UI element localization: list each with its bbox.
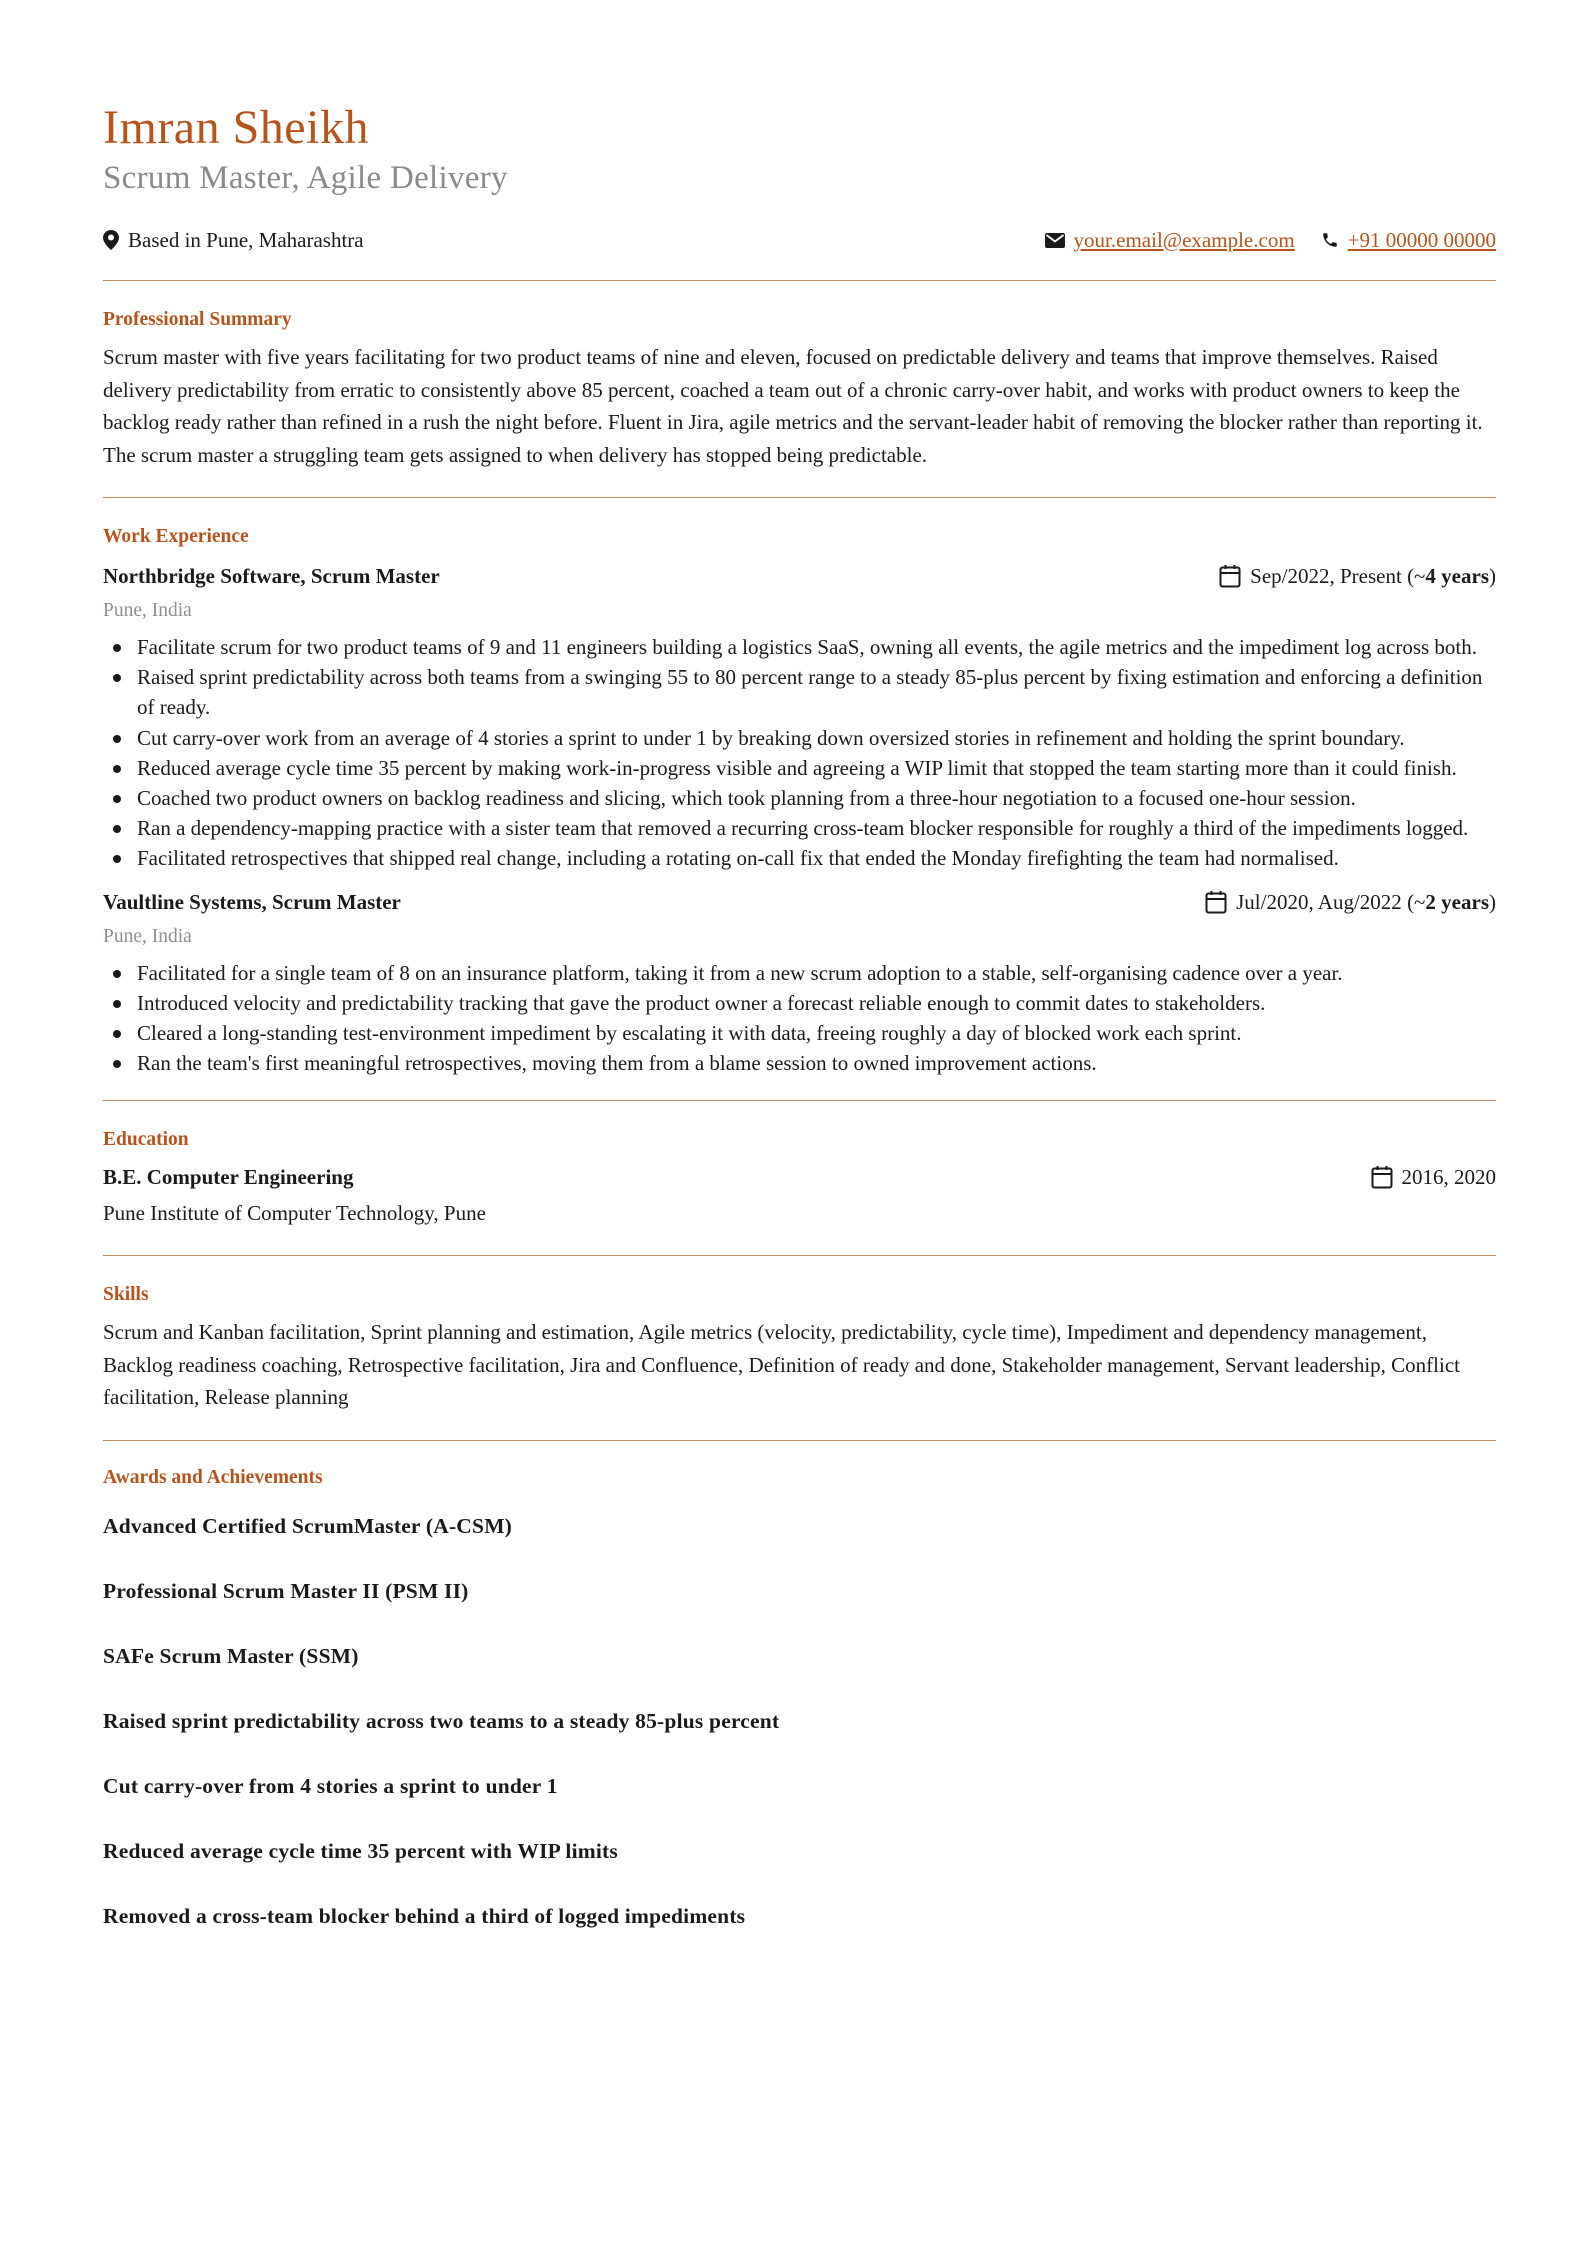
education-dates <box>1371 1161 1497 1193</box>
list-item: Introduced velocity and predictability tracking that gave the product owner a forecast reliable enough to commit dates to stakeholders. <box>103 988 1496 1018</box>
map-pin-icon <box>103 230 119 250</box>
award-item: Cut carry-over from 4 stories a sprint to under 1 <box>103 1773 558 1798</box>
education-header <box>103 1161 1496 1193</box>
education-degree: B.E. Computer Engineering <box>103 1165 354 1190</box>
job-position: Scrum Master <box>310 564 440 588</box>
job-duration-prefix: (~ <box>1401 564 1426 588</box>
envelope-icon <box>1045 233 1065 248</box>
job-header <box>103 560 1496 592</box>
list-item: Reduced average cycle time 35 percent by making work-in-progress visible and agreeing a WIP limit that stopped the team starting more than it could finish. <box>103 753 1496 783</box>
job-entry <box>103 886 1496 1079</box>
email-link[interactable]: your.email@example.com <box>1073 227 1295 252</box>
job-bullets <box>103 632 1496 874</box>
education-heading: Education <box>103 1129 189 1151</box>
list-item: Ran the team's first meaningful retrospectives, moving them from a blame session to owned improvement actions. <box>103 1048 1496 1078</box>
location-text: Based in Pune, Maharashtra <box>128 227 364 252</box>
list-item: Cleared a long-standing test-environment impediment by escalating it with data, freeing roughly a day of blocked work each sprint. <box>103 1018 1496 1048</box>
phone-item <box>1321 228 1496 253</box>
job-entry <box>103 560 1496 874</box>
divider <box>103 1100 1496 1101</box>
divider <box>103 1440 1496 1441</box>
job-dates <box>1219 560 1496 592</box>
job-location: Pune, India <box>103 600 192 621</box>
job-duration-suffix: ) <box>1489 564 1496 588</box>
divider <box>103 1255 1496 1256</box>
summary-heading: Professional Summary <box>103 309 292 330</box>
contact-links <box>1045 228 1496 253</box>
award-item: Advanced Certified ScrumMaster (A-CSM) <box>103 1513 513 1538</box>
list-item: Coached two product owners on backlog readiness and slicing, which took planning from a three-hour negotiation to a focused one-hour session. <box>103 783 1496 813</box>
list-item: Facilitated retrospectives that shipped real change, including a rotating on-call fix that ended the Monday firefighting the team had normalised. <box>103 843 1496 873</box>
job-date-range: Sep/2022, Present <box>1250 564 1402 588</box>
divider <box>103 280 1496 281</box>
education-date-range: 2016, 2020 <box>1401 1165 1496 1190</box>
job-separator: , <box>261 889 272 914</box>
summary-text: Scrum master with five years facilitating for two product teams of nine and eleven, focused on predictable delivery and teams that improve themselves. Raised delivery predictability from erratic to consistently above 85 percent, coached a team out of a chronic carry-over habit, and works with product owners to keep the backlog ready rather than refined in a rush the night before. Fluent in Jira, agile metrics and the servant-leader habit of removing the blocker rather than reporting it. The scrum master a struggling team gets assigned to when delivery has stopped being predictable. <box>103 345 1483 467</box>
award-item: Professional Scrum Master II (PSM II) <box>103 1578 469 1603</box>
experience-heading: Work Experience <box>103 526 249 547</box>
list-item: Facilitated for a single team of 8 on an insurance platform, taking it from a new scrum adoption to a stable, self-organising cadence over a year. <box>103 958 1496 988</box>
candidate-role: Scrum Master, Agile Delivery <box>103 160 508 196</box>
job-company: Vaultline Systems <box>103 889 262 914</box>
contact-row <box>103 224 1496 256</box>
job-position: Scrum Master <box>272 889 401 914</box>
calendar-icon <box>1219 564 1241 588</box>
calendar-icon <box>1371 1165 1393 1189</box>
location-block <box>103 228 364 253</box>
award-item: Reduced average cycle time 35 percent with WIP limits <box>103 1838 618 1863</box>
job-duration: 4 years <box>1425 564 1489 588</box>
job-bullets <box>103 958 1496 1079</box>
awards-heading: Awards and Achievements <box>103 1466 323 1488</box>
job-date-range: Jul/2020, Aug/2022 <box>1236 889 1402 914</box>
calendar-icon <box>1205 890 1227 914</box>
list-item: Raised sprint predictability across both teams from a swinging 55 to 80 percent range to a steady 85-plus percent by fixing estimation and enforcing a definition of ready. <box>103 662 1496 722</box>
award-item: SAFe Scrum Master (SSM) <box>103 1643 359 1668</box>
job-duration-prefix: (~ <box>1401 889 1426 914</box>
list-item: Facilitate scrum for two product teams of 9 and 11 engineers building a logistics SaaS, owning all events, the agile metrics and the impediment log across both. <box>103 632 1496 662</box>
job-dates <box>1205 886 1496 918</box>
divider <box>103 497 1496 498</box>
skills-text: Scrum and Kanban facilitation, Sprint planning and estimation, Agile metrics (velocity, predictability, cycle time), Impediment and dependency management, Backlog readiness coaching, Retrospective facilitation, Jira and Confluence, Definition of ready and done, Stakeholder management, Servant leadership, Conflict facilitation, Release planning <box>103 1320 1460 1410</box>
phone-link[interactable]: +91 00000 00000 <box>1347 227 1496 252</box>
award-item: Removed a cross-team blocker behind a third of logged impediments <box>103 1903 746 1928</box>
phone-icon <box>1321 231 1339 249</box>
resume-page <box>103 98 1496 1931</box>
job-duration: 2 years <box>1425 889 1489 914</box>
candidate-name: Imran Sheikh <box>103 101 369 154</box>
email-item <box>1045 228 1295 253</box>
job-header <box>103 886 1496 918</box>
job-company: Northbridge Software <box>103 564 301 588</box>
job-separator: , <box>300 564 311 588</box>
education-school: Pune Institute of Computer Technology, Pune <box>103 1201 486 1226</box>
award-item: Raised sprint predictability across two teams to a steady 85-plus percent <box>103 1708 780 1733</box>
job-duration-suffix: ) <box>1489 889 1496 914</box>
list-item: Cut carry-over work from an average of 4 stories a sprint to under 1 by breaking down oversized stories in refinement and holding the sprint boundary. <box>103 723 1496 753</box>
skills-heading: Skills <box>103 1284 149 1306</box>
job-location: Pune, India <box>103 925 192 947</box>
list-item: Ran a dependency-mapping practice with a sister team that removed a recurring cross-team blocker responsible for roughly a third of the impediments logged. <box>103 813 1496 843</box>
